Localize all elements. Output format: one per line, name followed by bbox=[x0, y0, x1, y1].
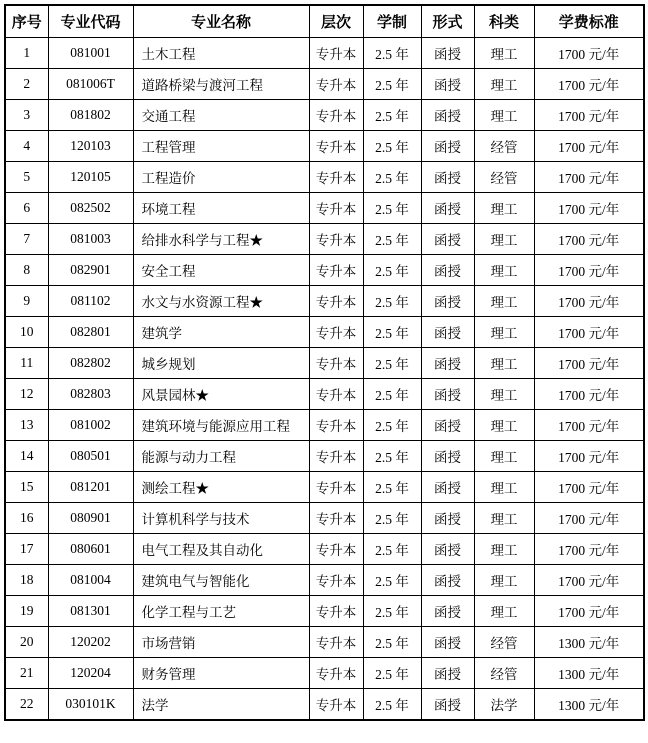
cell-serial-number: 16 bbox=[5, 503, 48, 534]
cell-major-name: 建筑学 bbox=[133, 317, 309, 348]
cell-major-name: 道路桥梁与渡河工程 bbox=[133, 69, 309, 100]
cell-level: 专升本 bbox=[309, 317, 363, 348]
cell-duration: 2.5 年 bbox=[363, 503, 421, 534]
cell-form: 函授 bbox=[421, 503, 474, 534]
header-form: 形式 bbox=[421, 5, 474, 38]
cell-category: 理工 bbox=[474, 472, 534, 503]
cell-tuition: 1700 元/年 bbox=[534, 224, 644, 255]
cell-duration: 2.5 年 bbox=[363, 689, 421, 721]
cell-duration: 2.5 年 bbox=[363, 100, 421, 131]
cell-major-code: 080901 bbox=[48, 503, 133, 534]
cell-major-name: 法学 bbox=[133, 689, 309, 721]
cell-serial-number: 3 bbox=[5, 100, 48, 131]
cell-category: 理工 bbox=[474, 100, 534, 131]
cell-serial-number: 17 bbox=[5, 534, 48, 565]
header-row bbox=[5, 5, 644, 38]
cell-tuition: 1700 元/年 bbox=[534, 100, 644, 131]
cell-serial-number: 12 bbox=[5, 379, 48, 410]
cell-major-name: 能源与动力工程 bbox=[133, 441, 309, 472]
header-category: 科类 bbox=[474, 5, 534, 38]
table-row bbox=[5, 441, 644, 472]
header-tuition-standard: 学费标准 bbox=[534, 5, 644, 38]
cell-tuition: 1300 元/年 bbox=[534, 689, 644, 721]
cell-serial-number: 2 bbox=[5, 69, 48, 100]
cell-form: 函授 bbox=[421, 131, 474, 162]
cell-major-name: 建筑电气与智能化 bbox=[133, 565, 309, 596]
cell-form: 函授 bbox=[421, 627, 474, 658]
cell-form: 函授 bbox=[421, 255, 474, 286]
cell-level: 专升本 bbox=[309, 38, 363, 69]
cell-tuition: 1700 元/年 bbox=[534, 503, 644, 534]
cell-major-code: 120105 bbox=[48, 162, 133, 193]
cell-major-name: 给排水科学与工程★ bbox=[133, 224, 309, 255]
table-row bbox=[5, 596, 644, 627]
cell-serial-number: 18 bbox=[5, 565, 48, 596]
cell-tuition: 1700 元/年 bbox=[534, 193, 644, 224]
cell-duration: 2.5 年 bbox=[363, 131, 421, 162]
cell-category: 理工 bbox=[474, 348, 534, 379]
cell-level: 专升本 bbox=[309, 286, 363, 317]
cell-category: 理工 bbox=[474, 255, 534, 286]
cell-major-code: 080501 bbox=[48, 441, 133, 472]
cell-tuition: 1700 元/年 bbox=[534, 348, 644, 379]
cell-major-code: 082901 bbox=[48, 255, 133, 286]
cell-serial-number: 6 bbox=[5, 193, 48, 224]
cell-level: 专升本 bbox=[309, 379, 363, 410]
table-row bbox=[5, 69, 644, 100]
cell-category: 理工 bbox=[474, 410, 534, 441]
cell-duration: 2.5 年 bbox=[363, 534, 421, 565]
cell-category: 理工 bbox=[474, 224, 534, 255]
table-row bbox=[5, 410, 644, 441]
table-row bbox=[5, 193, 644, 224]
cell-form: 函授 bbox=[421, 410, 474, 441]
cell-duration: 2.5 年 bbox=[363, 472, 421, 503]
cell-form: 函授 bbox=[421, 658, 474, 689]
cell-major-code: 082801 bbox=[48, 317, 133, 348]
cell-serial-number: 10 bbox=[5, 317, 48, 348]
cell-major-code: 081802 bbox=[48, 100, 133, 131]
cell-major-code: 081004 bbox=[48, 565, 133, 596]
cell-level: 专升本 bbox=[309, 534, 363, 565]
cell-level: 专升本 bbox=[309, 627, 363, 658]
cell-form: 函授 bbox=[421, 286, 474, 317]
cell-major-name: 工程造价 bbox=[133, 162, 309, 193]
cell-level: 专升本 bbox=[309, 131, 363, 162]
cell-category: 经管 bbox=[474, 658, 534, 689]
cell-tuition: 1700 元/年 bbox=[534, 596, 644, 627]
cell-tuition: 1700 元/年 bbox=[534, 131, 644, 162]
cell-tuition: 1700 元/年 bbox=[534, 162, 644, 193]
cell-duration: 2.5 年 bbox=[363, 627, 421, 658]
cell-level: 专升本 bbox=[309, 348, 363, 379]
table-row bbox=[5, 689, 644, 721]
cell-major-name: 环境工程 bbox=[133, 193, 309, 224]
cell-major-code: 120202 bbox=[48, 627, 133, 658]
cell-level: 专升本 bbox=[309, 255, 363, 286]
cell-tuition: 1700 元/年 bbox=[534, 317, 644, 348]
cell-form: 函授 bbox=[421, 472, 474, 503]
cell-serial-number: 20 bbox=[5, 627, 48, 658]
cell-tuition: 1700 元/年 bbox=[534, 286, 644, 317]
table-row bbox=[5, 317, 644, 348]
cell-level: 专升本 bbox=[309, 472, 363, 503]
cell-level: 专升本 bbox=[309, 658, 363, 689]
cell-major-code: 081001 bbox=[48, 38, 133, 69]
cell-level: 专升本 bbox=[309, 441, 363, 472]
cell-major-code: 081002 bbox=[48, 410, 133, 441]
cell-level: 专升本 bbox=[309, 193, 363, 224]
cell-major-code: 081102 bbox=[48, 286, 133, 317]
cell-tuition: 1700 元/年 bbox=[534, 565, 644, 596]
table-row bbox=[5, 534, 644, 565]
table-row bbox=[5, 100, 644, 131]
cell-level: 专升本 bbox=[309, 503, 363, 534]
cell-serial-number: 11 bbox=[5, 348, 48, 379]
cell-major-name: 测绘工程★ bbox=[133, 472, 309, 503]
table-row bbox=[5, 224, 644, 255]
cell-form: 函授 bbox=[421, 69, 474, 100]
header-serial-number: 序号 bbox=[5, 5, 48, 38]
cell-serial-number: 22 bbox=[5, 689, 48, 721]
cell-category: 理工 bbox=[474, 534, 534, 565]
cell-form: 函授 bbox=[421, 565, 474, 596]
cell-category: 经管 bbox=[474, 131, 534, 162]
cell-category: 理工 bbox=[474, 317, 534, 348]
cell-duration: 2.5 年 bbox=[363, 69, 421, 100]
cell-duration: 2.5 年 bbox=[363, 441, 421, 472]
majors-tuition-table bbox=[4, 4, 645, 721]
cell-form: 函授 bbox=[421, 689, 474, 721]
cell-tuition: 1700 元/年 bbox=[534, 441, 644, 472]
cell-form: 函授 bbox=[421, 224, 474, 255]
cell-level: 专升本 bbox=[309, 410, 363, 441]
table-row bbox=[5, 348, 644, 379]
cell-serial-number: 1 bbox=[5, 38, 48, 69]
cell-major-code: 120103 bbox=[48, 131, 133, 162]
cell-level: 专升本 bbox=[309, 69, 363, 100]
cell-tuition: 1300 元/年 bbox=[534, 627, 644, 658]
table-row bbox=[5, 658, 644, 689]
cell-category: 理工 bbox=[474, 69, 534, 100]
cell-major-code: 120204 bbox=[48, 658, 133, 689]
cell-category: 理工 bbox=[474, 286, 534, 317]
cell-serial-number: 9 bbox=[5, 286, 48, 317]
cell-major-code: 081301 bbox=[48, 596, 133, 627]
cell-major-name: 水文与水资源工程★ bbox=[133, 286, 309, 317]
cell-level: 专升本 bbox=[309, 224, 363, 255]
cell-category: 理工 bbox=[474, 379, 534, 410]
header-major-name: 专业名称 bbox=[133, 5, 309, 38]
cell-tuition: 1700 元/年 bbox=[534, 410, 644, 441]
cell-duration: 2.5 年 bbox=[363, 348, 421, 379]
cell-duration: 2.5 年 bbox=[363, 410, 421, 441]
cell-major-code: 081006T bbox=[48, 69, 133, 100]
cell-category: 理工 bbox=[474, 193, 534, 224]
cell-form: 函授 bbox=[421, 193, 474, 224]
cell-form: 函授 bbox=[421, 379, 474, 410]
cell-category: 理工 bbox=[474, 503, 534, 534]
table-row bbox=[5, 379, 644, 410]
table-row bbox=[5, 472, 644, 503]
cell-duration: 2.5 年 bbox=[363, 38, 421, 69]
cell-duration: 2.5 年 bbox=[363, 658, 421, 689]
cell-serial-number: 19 bbox=[5, 596, 48, 627]
cell-major-name: 计算机科学与技术 bbox=[133, 503, 309, 534]
cell-duration: 2.5 年 bbox=[363, 286, 421, 317]
header-major-code: 专业代码 bbox=[48, 5, 133, 38]
cell-form: 函授 bbox=[421, 38, 474, 69]
table-row bbox=[5, 38, 644, 69]
cell-duration: 2.5 年 bbox=[363, 224, 421, 255]
table-row bbox=[5, 565, 644, 596]
cell-duration: 2.5 年 bbox=[363, 162, 421, 193]
cell-tuition: 1700 元/年 bbox=[534, 255, 644, 286]
table-row bbox=[5, 503, 644, 534]
cell-major-code: 081201 bbox=[48, 472, 133, 503]
table-row bbox=[5, 627, 644, 658]
cell-tuition: 1300 元/年 bbox=[534, 658, 644, 689]
cell-duration: 2.5 年 bbox=[363, 255, 421, 286]
cell-category: 理工 bbox=[474, 441, 534, 472]
cell-serial-number: 7 bbox=[5, 224, 48, 255]
cell-level: 专升本 bbox=[309, 565, 363, 596]
cell-form: 函授 bbox=[421, 100, 474, 131]
cell-major-code: 030101K bbox=[48, 689, 133, 721]
cell-category: 理工 bbox=[474, 38, 534, 69]
cell-category: 法学 bbox=[474, 689, 534, 721]
cell-major-name: 安全工程 bbox=[133, 255, 309, 286]
cell-form: 函授 bbox=[421, 348, 474, 379]
cell-major-code: 081003 bbox=[48, 224, 133, 255]
cell-serial-number: 8 bbox=[5, 255, 48, 286]
table-row bbox=[5, 131, 644, 162]
cell-tuition: 1700 元/年 bbox=[534, 472, 644, 503]
cell-major-code: 082802 bbox=[48, 348, 133, 379]
cell-level: 专升本 bbox=[309, 596, 363, 627]
cell-tuition: 1700 元/年 bbox=[534, 534, 644, 565]
cell-category: 经管 bbox=[474, 162, 534, 193]
cell-category: 经管 bbox=[474, 627, 534, 658]
header-duration: 学制 bbox=[363, 5, 421, 38]
cell-major-name: 建筑环境与能源应用工程 bbox=[133, 410, 309, 441]
cell-major-name: 市场营销 bbox=[133, 627, 309, 658]
cell-major-name: 化学工程与工艺 bbox=[133, 596, 309, 627]
cell-major-name: 财务管理 bbox=[133, 658, 309, 689]
cell-form: 函授 bbox=[421, 317, 474, 348]
cell-serial-number: 14 bbox=[5, 441, 48, 472]
cell-duration: 2.5 年 bbox=[363, 596, 421, 627]
cell-tuition: 1700 元/年 bbox=[534, 38, 644, 69]
cell-duration: 2.5 年 bbox=[363, 565, 421, 596]
cell-level: 专升本 bbox=[309, 689, 363, 721]
cell-major-name: 城乡规划 bbox=[133, 348, 309, 379]
cell-serial-number: 13 bbox=[5, 410, 48, 441]
table-row bbox=[5, 286, 644, 317]
cell-major-code: 082502 bbox=[48, 193, 133, 224]
table-row bbox=[5, 255, 644, 286]
cell-major-name: 工程管理 bbox=[133, 131, 309, 162]
cell-serial-number: 4 bbox=[5, 131, 48, 162]
cell-form: 函授 bbox=[421, 441, 474, 472]
cell-major-name: 土木工程 bbox=[133, 38, 309, 69]
cell-major-name: 风景园林★ bbox=[133, 379, 309, 410]
cell-form: 函授 bbox=[421, 596, 474, 627]
header-level: 层次 bbox=[309, 5, 363, 38]
cell-serial-number: 5 bbox=[5, 162, 48, 193]
table-row bbox=[5, 162, 644, 193]
table-body bbox=[5, 38, 644, 721]
cell-duration: 2.5 年 bbox=[363, 193, 421, 224]
cell-duration: 2.5 年 bbox=[363, 317, 421, 348]
cell-major-code: 082803 bbox=[48, 379, 133, 410]
cell-level: 专升本 bbox=[309, 162, 363, 193]
cell-serial-number: 15 bbox=[5, 472, 48, 503]
cell-tuition: 1700 元/年 bbox=[534, 69, 644, 100]
cell-form: 函授 bbox=[421, 534, 474, 565]
cell-level: 专升本 bbox=[309, 100, 363, 131]
cell-major-name: 电气工程及其自动化 bbox=[133, 534, 309, 565]
cell-category: 理工 bbox=[474, 565, 534, 596]
cell-category: 理工 bbox=[474, 596, 534, 627]
cell-form: 函授 bbox=[421, 162, 474, 193]
cell-major-name: 交通工程 bbox=[133, 100, 309, 131]
cell-serial-number: 21 bbox=[5, 658, 48, 689]
cell-tuition: 1700 元/年 bbox=[534, 379, 644, 410]
cell-duration: 2.5 年 bbox=[363, 379, 421, 410]
cell-major-code: 080601 bbox=[48, 534, 133, 565]
